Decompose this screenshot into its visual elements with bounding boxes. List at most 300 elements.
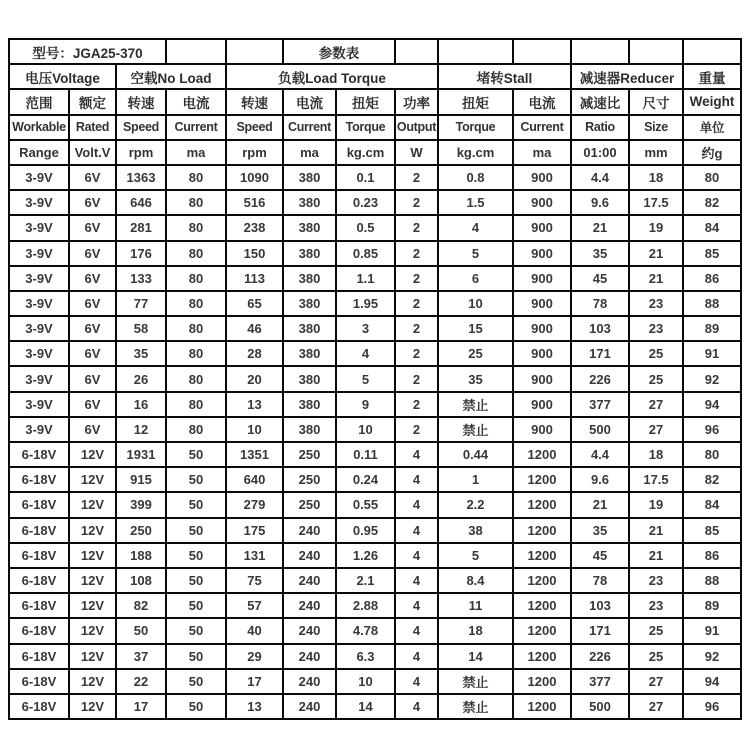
table-cell: 12V bbox=[69, 442, 116, 467]
table-cell: 26 bbox=[116, 366, 166, 391]
table-cell: 25 bbox=[629, 618, 683, 643]
table-cell: 21 bbox=[571, 215, 629, 240]
table-cell: 171 bbox=[571, 341, 629, 366]
table-cell: 89 bbox=[683, 593, 741, 618]
table-cell: 40 bbox=[226, 618, 283, 643]
table-cell: 82 bbox=[683, 467, 741, 492]
table-cell: 6-18V bbox=[9, 694, 69, 719]
table-cell: 4 bbox=[395, 644, 438, 669]
table-cell: 3-9V bbox=[9, 241, 69, 266]
table-cell: 94 bbox=[683, 392, 741, 417]
header-cell: 转速 bbox=[226, 89, 283, 114]
table-cell: 9.6 bbox=[571, 467, 629, 492]
table-cell: 85 bbox=[683, 241, 741, 266]
table-cell: 103 bbox=[571, 316, 629, 341]
header-cell: kg.cm bbox=[438, 140, 513, 165]
table-cell: 377 bbox=[571, 392, 629, 417]
empty-cell bbox=[226, 39, 283, 64]
table-cell: 188 bbox=[116, 543, 166, 568]
header-cell: 约g bbox=[683, 140, 741, 165]
table-cell: 4 bbox=[395, 467, 438, 492]
table-cell: 250 bbox=[283, 442, 336, 467]
table-cell: 禁止 bbox=[438, 694, 513, 719]
table-row bbox=[9, 518, 741, 543]
table-cell: 279 bbox=[226, 492, 283, 517]
table-cell: 13 bbox=[226, 392, 283, 417]
table-cell: 12V bbox=[69, 618, 116, 643]
table-cell: 80 bbox=[166, 266, 226, 291]
title-row bbox=[9, 39, 741, 64]
table-cell: 2 bbox=[395, 392, 438, 417]
table-cell: 80 bbox=[683, 165, 741, 190]
table-cell: 18 bbox=[629, 165, 683, 190]
table-cell: 3-9V bbox=[9, 417, 69, 442]
table-cell: 91 bbox=[683, 618, 741, 643]
table-cell: 9.6 bbox=[571, 190, 629, 215]
table-cell: 900 bbox=[513, 341, 571, 366]
table-cell: 1090 bbox=[226, 165, 283, 190]
table-cell: 3-9V bbox=[9, 190, 69, 215]
table-row bbox=[9, 593, 741, 618]
table-cell: 57 bbox=[226, 593, 283, 618]
table-cell: 500 bbox=[571, 417, 629, 442]
header-cell: Workable bbox=[9, 115, 69, 140]
table-cell: 2 bbox=[395, 241, 438, 266]
table-cell: 0.8 bbox=[438, 165, 513, 190]
table-cell: 3 bbox=[336, 316, 395, 341]
table-cell: 11 bbox=[438, 593, 513, 618]
table-cell: 84 bbox=[683, 215, 741, 240]
table-cell: 1200 bbox=[513, 492, 571, 517]
table-cell: 50 bbox=[166, 467, 226, 492]
table-cell: 4 bbox=[336, 341, 395, 366]
header-cell: Output bbox=[395, 115, 438, 140]
table-cell: 89 bbox=[683, 316, 741, 341]
table-cell: 4.4 bbox=[571, 442, 629, 467]
table-cell: 12V bbox=[69, 644, 116, 669]
table-cell: 12V bbox=[69, 593, 116, 618]
table-cell: 2.1 bbox=[336, 568, 395, 593]
table-cell: 281 bbox=[116, 215, 166, 240]
table-cell: 45 bbox=[571, 266, 629, 291]
table-row bbox=[9, 618, 741, 643]
table-cell: 27 bbox=[629, 392, 683, 417]
table-cell: 2.2 bbox=[438, 492, 513, 517]
table-cell: 240 bbox=[283, 543, 336, 568]
table-cell: 1200 bbox=[513, 467, 571, 492]
table-cell: 1 bbox=[438, 467, 513, 492]
table-cell: 3-9V bbox=[9, 341, 69, 366]
empty-cell bbox=[629, 39, 683, 64]
table-cell: 77 bbox=[116, 291, 166, 316]
table-row bbox=[9, 694, 741, 719]
header-cell: W bbox=[395, 140, 438, 165]
table-cell: 9 bbox=[336, 392, 395, 417]
table-cell: 6-18V bbox=[9, 492, 69, 517]
table-cell: 4 bbox=[395, 492, 438, 517]
table-cell: 80 bbox=[166, 190, 226, 215]
empty-cell bbox=[513, 39, 571, 64]
subheader-row-en bbox=[9, 115, 741, 140]
table-cell: 27 bbox=[629, 694, 683, 719]
table-cell: 50 bbox=[166, 568, 226, 593]
table-cell: 94 bbox=[683, 669, 741, 694]
table-cell: 380 bbox=[283, 165, 336, 190]
header-cell: 额定 bbox=[69, 89, 116, 114]
table-cell: 1351 bbox=[226, 442, 283, 467]
table-cell: 78 bbox=[571, 568, 629, 593]
table-cell: 6-18V bbox=[9, 568, 69, 593]
table-cell: 50 bbox=[166, 644, 226, 669]
table-cell: 1363 bbox=[116, 165, 166, 190]
table-cell: 96 bbox=[683, 694, 741, 719]
table-cell: 226 bbox=[571, 644, 629, 669]
header-cell: Speed bbox=[226, 115, 283, 140]
table-cell: 25 bbox=[438, 341, 513, 366]
table-cell: 80 bbox=[166, 215, 226, 240]
table-cell: 6V bbox=[69, 190, 116, 215]
table-cell: 45 bbox=[571, 543, 629, 568]
table-cell: 20 bbox=[226, 366, 283, 391]
table-row bbox=[9, 215, 741, 240]
table-row bbox=[9, 417, 741, 442]
table-row bbox=[9, 241, 741, 266]
table-cell: 6V bbox=[69, 316, 116, 341]
table-cell: 禁止 bbox=[438, 417, 513, 442]
group-voltage: 电压Voltage bbox=[9, 64, 116, 89]
table-cell: 27 bbox=[629, 669, 683, 694]
table-cell: 18 bbox=[629, 442, 683, 467]
table-cell: 240 bbox=[283, 618, 336, 643]
subheader-row-cn bbox=[9, 89, 741, 114]
table-cell: 240 bbox=[283, 518, 336, 543]
header-cell: Torque bbox=[336, 115, 395, 140]
table-cell: 23 bbox=[629, 316, 683, 341]
table-cell: 4.4 bbox=[571, 165, 629, 190]
table-cell: 380 bbox=[283, 190, 336, 215]
table-cell: 900 bbox=[513, 266, 571, 291]
table-cell: 50 bbox=[166, 694, 226, 719]
table-cell: 50 bbox=[166, 518, 226, 543]
table-cell: 17.5 bbox=[629, 467, 683, 492]
table-cell: 2 bbox=[395, 341, 438, 366]
table-cell: 12V bbox=[69, 492, 116, 517]
table-cell: 380 bbox=[283, 366, 336, 391]
table-cell: 4 bbox=[395, 694, 438, 719]
table-cell: 21 bbox=[629, 543, 683, 568]
table-cell: 1931 bbox=[116, 442, 166, 467]
empty-cell bbox=[571, 39, 629, 64]
table-cell: 80 bbox=[166, 392, 226, 417]
table-cell: 0.85 bbox=[336, 241, 395, 266]
table-cell: 28 bbox=[226, 341, 283, 366]
table-cell: 58 bbox=[116, 316, 166, 341]
table-cell: 88 bbox=[683, 568, 741, 593]
table-cell: 80 bbox=[683, 442, 741, 467]
table-cell: 0.11 bbox=[336, 442, 395, 467]
table-cell: 65 bbox=[226, 291, 283, 316]
table-cell: 17 bbox=[226, 669, 283, 694]
group-header-row bbox=[9, 64, 741, 89]
header-cell: Current bbox=[283, 115, 336, 140]
header-cell: 转速 bbox=[116, 89, 166, 114]
empty-cell bbox=[438, 39, 513, 64]
table-cell: 4 bbox=[395, 618, 438, 643]
table-cell: 6V bbox=[69, 266, 116, 291]
table-cell: 0.55 bbox=[336, 492, 395, 517]
table-cell: 92 bbox=[683, 644, 741, 669]
table-cell: 4.78 bbox=[336, 618, 395, 643]
table-cell: 84 bbox=[683, 492, 741, 517]
table-cell: 2 bbox=[395, 215, 438, 240]
table-cell: 13 bbox=[226, 694, 283, 719]
table-cell: 12V bbox=[69, 467, 116, 492]
table-cell: 250 bbox=[116, 518, 166, 543]
table-cell: 2.88 bbox=[336, 593, 395, 618]
table-cell: 3-9V bbox=[9, 266, 69, 291]
table-cell: 18 bbox=[438, 618, 513, 643]
table-cell: 640 bbox=[226, 467, 283, 492]
table-cell: 29 bbox=[226, 644, 283, 669]
table-cell: 12V bbox=[69, 694, 116, 719]
table-row bbox=[9, 190, 741, 215]
group-weight: 重量 bbox=[683, 64, 741, 89]
table-cell: 80 bbox=[166, 316, 226, 341]
table-cell: 2 bbox=[395, 291, 438, 316]
table-cell: 80 bbox=[166, 366, 226, 391]
table-cell: 6V bbox=[69, 392, 116, 417]
table-row bbox=[9, 291, 741, 316]
table-cell: 12 bbox=[116, 417, 166, 442]
table-cell: 6-18V bbox=[9, 593, 69, 618]
group-stall: 堵转Stall bbox=[438, 64, 571, 89]
table-cell: 646 bbox=[116, 190, 166, 215]
table-row bbox=[9, 316, 741, 341]
table-cell: 17.5 bbox=[629, 190, 683, 215]
table-cell: 4 bbox=[395, 442, 438, 467]
header-cell: 扭矩 bbox=[336, 89, 395, 114]
table-cell: 5 bbox=[438, 241, 513, 266]
table-cell: 35 bbox=[438, 366, 513, 391]
table-cell: 1200 bbox=[513, 518, 571, 543]
table-cell: 3-9V bbox=[9, 215, 69, 240]
table-cell: 4 bbox=[395, 593, 438, 618]
group-load-torque: 负载Load Torque bbox=[226, 64, 438, 89]
table-cell: 900 bbox=[513, 215, 571, 240]
table-row bbox=[9, 341, 741, 366]
table-cell: 113 bbox=[226, 266, 283, 291]
table-cell: 禁止 bbox=[438, 392, 513, 417]
table-cell: 50 bbox=[166, 593, 226, 618]
header-cell: 扭矩 bbox=[438, 89, 513, 114]
table-cell: 46 bbox=[226, 316, 283, 341]
table-cell: 380 bbox=[283, 241, 336, 266]
table-cell: 21 bbox=[571, 492, 629, 517]
table-cell: 50 bbox=[166, 669, 226, 694]
table-cell: 380 bbox=[283, 266, 336, 291]
table-row bbox=[9, 442, 741, 467]
empty-cell bbox=[395, 39, 438, 64]
table-cell: 150 bbox=[226, 241, 283, 266]
header-cell: Range bbox=[9, 140, 69, 165]
table-cell: 6-18V bbox=[9, 644, 69, 669]
table-cell: 6-18V bbox=[9, 442, 69, 467]
table-cell: 50 bbox=[166, 618, 226, 643]
table-cell: 86 bbox=[683, 543, 741, 568]
table-cell: 80 bbox=[166, 417, 226, 442]
table-cell: 915 bbox=[116, 467, 166, 492]
table-cell: 82 bbox=[116, 593, 166, 618]
table-cell: 3-9V bbox=[9, 165, 69, 190]
table-cell: 900 bbox=[513, 241, 571, 266]
table-cell: 516 bbox=[226, 190, 283, 215]
table-cell: 2 bbox=[395, 190, 438, 215]
header-cell: 电流 bbox=[283, 89, 336, 114]
table-cell: 176 bbox=[116, 241, 166, 266]
header-cell: Current bbox=[513, 115, 571, 140]
group-reducer: 减速器Reducer bbox=[571, 64, 683, 89]
table-cell: 14 bbox=[336, 694, 395, 719]
table-cell: 108 bbox=[116, 568, 166, 593]
table-cell: 6V bbox=[69, 215, 116, 240]
table-cell: 6V bbox=[69, 341, 116, 366]
table-cell: 0.5 bbox=[336, 215, 395, 240]
table-cell: 22 bbox=[116, 669, 166, 694]
table-cell: 1.95 bbox=[336, 291, 395, 316]
table-cell: 27 bbox=[629, 417, 683, 442]
table-cell: 25 bbox=[629, 644, 683, 669]
table-cell: 2 bbox=[395, 366, 438, 391]
table-row bbox=[9, 266, 741, 291]
table-cell: 19 bbox=[629, 492, 683, 517]
table-row bbox=[9, 644, 741, 669]
table-row bbox=[9, 543, 741, 568]
table-cell: 23 bbox=[629, 291, 683, 316]
table-cell: 4 bbox=[438, 215, 513, 240]
table-cell: 6V bbox=[69, 366, 116, 391]
table-cell: 250 bbox=[283, 467, 336, 492]
table-cell: 133 bbox=[116, 266, 166, 291]
table-cell: 17 bbox=[116, 694, 166, 719]
table-cell: 50 bbox=[116, 618, 166, 643]
table-cell: 12V bbox=[69, 669, 116, 694]
table-cell: 3-9V bbox=[9, 392, 69, 417]
table-cell: 1200 bbox=[513, 593, 571, 618]
table-cell: 10 bbox=[336, 669, 395, 694]
table-cell: 380 bbox=[283, 316, 336, 341]
table-cell: 6V bbox=[69, 291, 116, 316]
table-cell: 6-18V bbox=[9, 518, 69, 543]
table-cell: 16 bbox=[116, 392, 166, 417]
table-cell: 14 bbox=[438, 644, 513, 669]
table-cell: 23 bbox=[629, 568, 683, 593]
table-cell: 3-9V bbox=[9, 291, 69, 316]
table-row bbox=[9, 165, 741, 190]
table-cell: 1.1 bbox=[336, 266, 395, 291]
header-cell: 减速比 bbox=[571, 89, 629, 114]
table-cell: 6V bbox=[69, 241, 116, 266]
header-cell: Ratio bbox=[571, 115, 629, 140]
table-cell: 1.26 bbox=[336, 543, 395, 568]
table-cell: 226 bbox=[571, 366, 629, 391]
table-cell: 12V bbox=[69, 518, 116, 543]
header-cell: 电流 bbox=[513, 89, 571, 114]
table-cell: 12V bbox=[69, 543, 116, 568]
table-cell: 103 bbox=[571, 593, 629, 618]
table-cell: 75 bbox=[226, 568, 283, 593]
header-cell: ma bbox=[166, 140, 226, 165]
table-cell: 86 bbox=[683, 266, 741, 291]
table-cell: 3-9V bbox=[9, 366, 69, 391]
header-cell: 01:00 bbox=[571, 140, 629, 165]
header-cell: Weight bbox=[683, 89, 741, 114]
table-cell: 171 bbox=[571, 618, 629, 643]
table-cell: 25 bbox=[629, 366, 683, 391]
table-cell: 6V bbox=[69, 417, 116, 442]
header-cell: ma bbox=[283, 140, 336, 165]
table-cell: 38 bbox=[438, 518, 513, 543]
table-cell: 80 bbox=[166, 165, 226, 190]
table-cell: 15 bbox=[438, 316, 513, 341]
table-cell: 131 bbox=[226, 543, 283, 568]
table-cell: 21 bbox=[629, 266, 683, 291]
table-cell: 1200 bbox=[513, 442, 571, 467]
table-cell: 92 bbox=[683, 366, 741, 391]
header-cell: mm bbox=[629, 140, 683, 165]
table-cell: 240 bbox=[283, 644, 336, 669]
table-cell: 4 bbox=[395, 518, 438, 543]
table-cell: 35 bbox=[571, 241, 629, 266]
table-cell: 78 bbox=[571, 291, 629, 316]
table-cell: 35 bbox=[571, 518, 629, 543]
table-cell: 900 bbox=[513, 316, 571, 341]
empty-cell bbox=[683, 39, 741, 64]
table-cell: 12V bbox=[69, 568, 116, 593]
group-no-load: 空载No Load bbox=[116, 64, 226, 89]
header-cell: Rated bbox=[69, 115, 116, 140]
table-cell: 900 bbox=[513, 417, 571, 442]
table-cell: 2 bbox=[395, 417, 438, 442]
table-cell: 8.4 bbox=[438, 568, 513, 593]
parameter-table bbox=[8, 38, 742, 720]
table-cell: 21 bbox=[629, 518, 683, 543]
table-cell: 1200 bbox=[513, 568, 571, 593]
table-cell: 1200 bbox=[513, 669, 571, 694]
table-cell: 50 bbox=[166, 492, 226, 517]
table-cell: 10 bbox=[438, 291, 513, 316]
table-cell: 85 bbox=[683, 518, 741, 543]
table-cell: 1200 bbox=[513, 543, 571, 568]
header-cell: 功率 bbox=[395, 89, 438, 114]
table-row bbox=[9, 366, 741, 391]
table-cell: 10 bbox=[226, 417, 283, 442]
table-cell: 4 bbox=[395, 543, 438, 568]
header-cell: rpm bbox=[116, 140, 166, 165]
table-cell: 175 bbox=[226, 518, 283, 543]
table-cell: 0.24 bbox=[336, 467, 395, 492]
table-cell: 900 bbox=[513, 366, 571, 391]
table-cell: 240 bbox=[283, 669, 336, 694]
header-cell: Current bbox=[166, 115, 226, 140]
sheet-title-cell: 参数表 bbox=[283, 39, 395, 64]
table-cell: 6-18V bbox=[9, 618, 69, 643]
table-cell: 5 bbox=[336, 366, 395, 391]
header-cell: Torque bbox=[438, 115, 513, 140]
table-cell: 4 bbox=[395, 568, 438, 593]
table-cell: 900 bbox=[513, 190, 571, 215]
header-cell: kg.cm bbox=[336, 140, 395, 165]
table-cell: 1200 bbox=[513, 644, 571, 669]
